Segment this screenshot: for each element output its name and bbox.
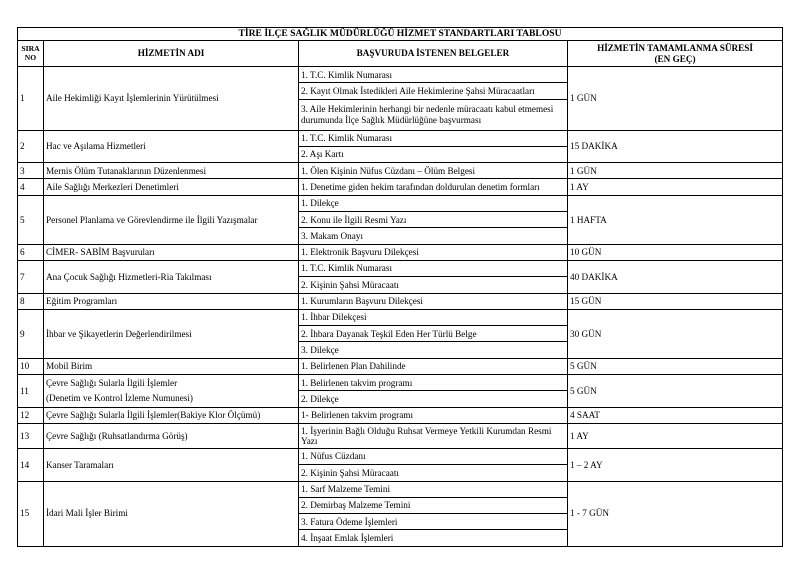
table-body (18, 67, 783, 547)
required-document: 2. İhbara Dayanak Teşkil Eden Her Türlü Belge (299, 326, 568, 342)
header-documents: BAŞVURUDA İSTENEN BELGELER (299, 41, 568, 67)
table-row (18, 423, 783, 448)
required-document: 1. İşyerinin Bağlı Olduğu Ruhsat Vermeye Yetkili Kurumdan Resmi Yazı (299, 423, 568, 448)
table-row (18, 244, 783, 260)
service-name: Aile Sağlığı Merkezleri Denetimleri (44, 179, 299, 195)
required-document: 1. T.C. Kimlik Numarası (299, 67, 568, 83)
row-number: 1 (18, 67, 44, 131)
service-name: Çevre Sağlığı (Ruhsatlandırma Görüş) (44, 423, 299, 448)
table-row (18, 179, 783, 195)
required-document: 1- Belirlenen takvim programı (299, 407, 568, 423)
required-document: 2. Kişinin Şahsi Müracaatı (299, 277, 568, 293)
required-document: 1. T.C. Kimlik Numarası (299, 130, 568, 146)
completion-time: 5 GÜN (568, 375, 783, 408)
row-number: 3 (18, 163, 44, 179)
table-row (18, 375, 783, 391)
completion-time: 4 SAAT (568, 407, 783, 423)
completion-time: 1 AY (568, 179, 783, 195)
row-number: 10 (18, 358, 44, 374)
completion-time: 1 AY (568, 423, 783, 448)
required-document: 2. Konu ile İlgili Resmi Yazı (299, 212, 568, 228)
completion-time: 1 HAFTA (568, 195, 783, 244)
required-document: 1. Elektronik Başvuru Dilekçesi (299, 244, 568, 260)
completion-time: 15 DAKİKA (568, 130, 783, 163)
required-document: 4. İnşaat Emlak İşlemleri (299, 530, 568, 546)
required-document: 2. Kişinin Şahsi Müracaatı (299, 465, 568, 481)
header-row (18, 41, 783, 67)
service-name: İhbar ve Şikayetlerin Değerlendirilmesi (44, 309, 299, 358)
title-row (18, 28, 783, 41)
table-row (18, 163, 783, 179)
required-document: 3. Makam Onayı (299, 228, 568, 244)
service-name: Eğitim Programları (44, 293, 299, 309)
service-name: Aile Hekimliği Kayıt İşlemlerinin Yürütülmesi (44, 67, 299, 131)
row-number: 2 (18, 130, 44, 163)
required-document: 1. T.C. Kimlik Numarası (299, 260, 568, 276)
required-document: 2. Kayıt Olmak İstedikleri Aile Hekimlerine Şahsi Müracaatları (299, 83, 568, 99)
service-name: İdari Mali İşler Birimi (44, 481, 299, 546)
completion-time: 10 GÜN (568, 244, 783, 260)
row-number: 15 (18, 481, 44, 546)
table-row (18, 448, 783, 464)
row-number: 14 (18, 448, 44, 481)
required-document: 2. Aşı Kartı (299, 146, 568, 162)
header-no: SIRA NO (18, 41, 44, 67)
completion-time: 1 – 2 AY (568, 448, 783, 481)
required-document: 1. Belirlenen Plan Dahilinde (299, 358, 568, 374)
required-document: 3. Dilekçe (299, 342, 568, 358)
table-row (18, 293, 783, 309)
row-number: 5 (18, 195, 44, 244)
completion-time: 5 GÜN (568, 358, 783, 374)
required-document: 3. Aile Hekimlerinin herhangi bir nedenle müracaatı kabul etmemesi durumunda İlçe Sağlık Müdürlüğüne başvurması (299, 99, 568, 130)
service-name (44, 375, 299, 408)
required-document: 3. Fatura Ödeme İşlemleri (299, 514, 568, 530)
row-number: 7 (18, 260, 44, 293)
required-document: 2. Demirbaş Malzeme Temini (299, 497, 568, 513)
header-duration: HİZMETİN TAMAMLANMA SÜRESİ (EN GEÇ) (568, 41, 783, 67)
table-row (18, 481, 783, 497)
completion-time: 1 - 7 GÜN (568, 481, 783, 546)
service-name: Hac ve Aşılama Hizmetleri (44, 130, 299, 163)
required-document: 1. Nüfus Cüzdanı (299, 448, 568, 464)
service-name: Mobil Birim (44, 358, 299, 374)
row-number: 6 (18, 244, 44, 260)
table-title: TİRE İLÇE SAĞLIK MÜDÜRLÜĞÜ HİZMET STANDARTLARI TABLOSU (18, 28, 783, 41)
completion-time: 30 GÜN (568, 309, 783, 358)
required-document: 1. Ölen Kişinin Nüfus Cüzdanı – Ölüm Belgesi (299, 163, 568, 179)
service-name: CİMER- SABİM Başvuruları (44, 244, 299, 260)
service-name: Personel Planlama ve Görevlendirme ile İlgili Yazışmalar (44, 195, 299, 244)
row-number: 8 (18, 293, 44, 309)
table-row (18, 130, 783, 146)
required-document: 1. Dilekçe (299, 195, 568, 211)
service-standards-table (17, 27, 783, 547)
service-name: Ana Çocuk Sağlığı Hizmetleri-Ria Takılması (44, 260, 299, 293)
row-number: 11 (18, 375, 44, 408)
required-document: 1. Denetime giden hekim tarafından doldurulan denetim formları (299, 179, 568, 195)
table-row (18, 407, 783, 423)
service-name: Kanser Taramaları (44, 448, 299, 481)
completion-time: 1 GÜN (568, 67, 783, 131)
row-number: 12 (18, 407, 44, 423)
completion-time: 40 DAKİKA (568, 260, 783, 293)
table-row (18, 195, 783, 211)
required-document: 1. Kurumların Başvuru Dilekçesi (299, 293, 568, 309)
table-row (18, 358, 783, 374)
required-document: 1. Belirlenen takvim programı (299, 375, 568, 391)
service-name: Çevre Sağlığı Sularla İlgili İşlemler(Bakiye Klor Ölçümü) (44, 407, 299, 423)
completion-time: 15 GÜN (568, 293, 783, 309)
required-document: 1. İhbar Dilekçesi (299, 309, 568, 325)
table-row (18, 260, 783, 276)
completion-time: 1 GÜN (568, 163, 783, 179)
table-row (18, 309, 783, 325)
service-name-line: (Denetim ve Kontrol İzleme Numunesi) (46, 393, 193, 404)
row-number: 13 (18, 423, 44, 448)
header-service: HİZMETİN ADI (44, 41, 299, 67)
service-name-line: Çevre Sağlığı Sularla İlgili İşlemler (46, 378, 178, 389)
required-document: 2. Dilekçe (299, 391, 568, 407)
row-number: 9 (18, 309, 44, 358)
row-number: 4 (18, 179, 44, 195)
table-row (18, 67, 783, 83)
required-document: 1. Sarf Malzeme Temini (299, 481, 568, 497)
service-name: Mernis Ölüm Tutanaklarının Düzenlenmesi (44, 163, 299, 179)
